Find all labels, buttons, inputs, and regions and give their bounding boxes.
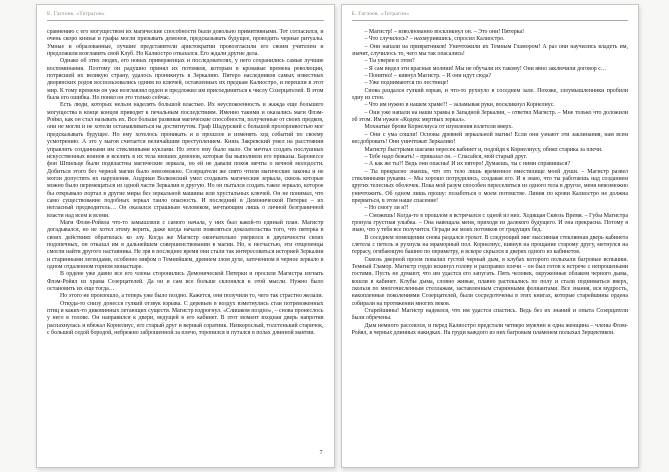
paragraph: Дым немного рассеялся, и перед Калиостро предстали четверо мужчин и одна женщина – члены Флэм-Ройял, в черных длинных накидках. На груди каждого из них багровым пламенем полыхал Зерцектикон. (351, 322, 628, 337)
paragraph: – Но смогу ли я?! (364, 205, 409, 212)
paragraph: – А как же ты?! Ведь они опасны! И их пятеро! Думаешь, ты с ними справишься? (364, 161, 571, 168)
paragraph: Старейшины! Магистр надеялся, что им удастся спастись. Ведь без их знаний и опыта Созерцатели были обречены. (351, 308, 628, 322)
book-page-left (36, 4, 335, 468)
paragraph: – Ты прекрасно знаешь, что это тело лишь временное вместилище моей души. – Магистр развел стеклянными руками. – Мы хорошо потрудились, создавая его. И я знаю, что ты работаешь над созданием других телесных оболочек. Пока мой разум способен переселяться из одного тела в другое, меня невозможно уничтожить. Об одном лишь прошу: позаботься о моем потомстве. Линия по крови Калиостро не должна прерваться, в этом наше спасение! (351, 168, 628, 204)
paragraph: – Я сам видел эти красные молнии! Мы не обучали их такому! Они явно заключили договор с… (364, 65, 607, 72)
paragraph: – Они напали на привратников! Уничтожили их Темным Гламором! А раз они научились владеть им, значит, случилось то, чего мы так опасались! (351, 43, 628, 58)
running-header: Е. Гаглоев. «Тетрагон» (352, 11, 629, 21)
paragraph: – Уже поднимаются по лестнице! (364, 80, 449, 87)
paragraph: Мохнатые брови Корнелиуса от изумления взлетели вверх. (364, 124, 513, 131)
page-text (352, 29, 629, 437)
paragraph: – Что им нужно в нашем храме?! – заламывая руки, воскликнул Корнелиус. (364, 102, 555, 109)
paragraph: – Они уже напали на наши храмы в Западной Зеркалии, – ответил Магистр. – Мне только что доложили об этом. Им нужен «Кодекс мертвых зеркал». (351, 109, 628, 124)
paragraph: Сквозь дверной проем повалил густой черный дым, в клубах которого полыхали багровые вспышки. Темный Гламор. Магистр гордо вскинул голову и расправил плечи – он был готов к встрече с непрошеными гостями. Пусть не думают, что им удастся его запугать. Пять человек, окруженные облаком черного дыма, вошли в кабинет. Клубы дыма, словно живые, плавно растекались по полу и стали подниматься вверх, скользя по многочисленным стеллажам, заставленным старинными фолиантами. Все знания, вся мудрость, накопленные поколениями Созерцателей, были сосредоточены в этих книгах, которые старейшины ордена собирали на протяжении многих веков. (351, 256, 628, 307)
paragraph: В ордене уже давно все его члены сторонились Демонической Пятерки и просили Магистра изгнать Флэм-Ройял из храма Созерцателей. Да он и сам все больше склонялся к этой мысли. Нужно было остановить их еще тогда… (47, 271, 324, 293)
paragraph: сравнению с его могуществом их магические способности были довольно примитивными. Тот согласился, и очень скоро князья и графы могли призывать демонов, предсказывать будущее, проводить черные ритуалы. Умные и образованные, лучшие представители аристократии провозгласили его своим учителем и предложили возглавить свой Клуб. Но Калиостро отказался. Его ждали другие дела. (47, 29, 324, 58)
paragraph: Однако об этих людях, его новых приверженцах и последователях, у него сохранились самые лучшие воспоминания. Поэтому он радушно принял их потомков, которым в кровавые времена революции, потрясшей их великую страну, удалось проникнуть в Зеркалию. Пятеро наследников самых известных дворянских родов воспользовались одним из ключей, оставленных их предкам Калиостро, и перешли в этот мир. К тому времени он уже возглавлял орден и предложил им присоединиться к числу Созерцателей. В этом была его ошибка. Но понял он это только сейчас. (47, 58, 324, 102)
paragraph: Откуда-то снизу донесся гулкий отзвук взрыва. С деревьев в воздух взметнулись стаи потревоженных птиц и каких-то диковинных летающих существ. Магистр вздрогнул. «Слишком поздно», – снова пронеслось у него в голове. Он направился к двери, ведущей в его кабинет. В этот момент входная дверь напротив распахнулась и вбежал Корнелиус, его старый друг и верный соратник. Низкорослый, толстенький старичок, с большой седой бородой, небрежно заброшенной за плечо, торопился и путался в полах длинной мантии. (47, 300, 324, 337)
paragraph: – Что случилось? – нахмурившись, спросил Калиостро. (364, 36, 505, 43)
running-header: Е. Гаглоев. «Тетрагон» (47, 11, 324, 21)
paragraph: – Понятно! – кивнул Магистр. – И они идут сюда? (364, 73, 492, 80)
book-page-right (341, 4, 640, 468)
paragraph: Маги Флэм-Ройяла что-то замышляли с самого начала, у них был какой-то единый план. Магистр догадывался, но не хотел этому верить, даже когда начали появляться доказательства того, что пятерка в своих действиях обратилась ко злу. Когда же Магистр окончательно уверился в двуличности своих подопечных, он отказал им в дальнейшем совершенствовании в магии. Но, к несчастью, эти отщепенцы смогли найти другого наставника. Не зря в последнее время они стали так интересоваться историей Зеркалии и старинными легендами, особенно мифом о Темнейшем, древнем злом духе, заточенном в черное зеркало в одном отдаленном горном монастыре. (47, 219, 324, 270)
page-number: 7 (319, 450, 323, 456)
paragraph: – Сможешь! Когда-то в прошлом я встречался с одной из них. Ходящая Сквозь Время. – Губы Магистра тронула грустная улыбка. – Она навещала меня, приходя из далекого будущего. И она прекрасна. Потому я знаю, что у тебя все получится. Огради же моих потомков от грядущих бед. (351, 212, 628, 234)
paragraph: – Они с ума сошли! Основы древней зеркальной магии! Если они узнают эти заклинания, нам всем несдобровать! Они уничтожат Зеркалию! (351, 131, 628, 146)
paragraph: Магистр быстрыми шагами пересек кабинет и, подойдя к Корнелиусу, обнял старика за плечи. (364, 146, 603, 153)
paragraph: – Ты уверен в этом? (364, 58, 415, 65)
paragraph: Снова раздался гулкий взрыв, и что-то рухнуло в соседнем зале. Похоже, злоумышленники пробили одну из стен. (351, 87, 628, 102)
paragraph: В соседнем помещении снова раздался грохот. В следующий миг массивная стеклянная дверь кабинета слетела с петель и рухнула на мраморный пол. Корнелиус, кивнув на прощание старому другу, метнулся на террасу, огибающую башню по периметру, и вскоре скрылся в дверях одного из кабинетов. (351, 234, 628, 256)
paragraph: Есть люди, которых нельзя наделять большой властью. Их неуспокоенность и жажда еще большего могущества в конце концов приводят к печальным последствиям. Именно такими и оказались маги Флэм-Ройял, как он стал называть их. Все больше развивая магические способности, полученные от своих предков, они не могли и не хотели останавливаться на достигнутом. Граф Шадурский с большой прозорливостью мог предсказывать будущее. Но ему хотелось проникать и в прошлое и изменять ход событий по своему усмотрению. А это у магов считается величайшим преступлением. Князь Закревский умел на расстоянии управлять созданными им стеклянными куклами. Но этого ему было мало. Он мечтал создать послушных искусственных воинов и вселять в их тела низших демонов, которые бы выполняли его приказы. Баронессе фон Шпильце были подвластны магические зеркала, но ей не давали покоя мечты о вечной молодости. Добиться этого без черной магии было невозможно. Созерцатели же свято чтили магические законы и не могли допустить их нарушения. Андриан Волконский умел создавать магические зеркала, сквозь которые можно было перемещаться из одной части Зеркалии в другую. Но он пытался создать такое зеркало, которое бы открывало портал в другие миры без зеркальной машины или хрустальных ключей. Он не понимал, что само существование подобных зеркал таило опасность. И последний в Демонической Пятерке – их негласный предводитель… Он оказался страшным человеком, мечтающим лишь о личной безграничной власти над всем и всеми. (47, 102, 324, 219)
paragraph: Но этого не произошло, а теперь уже было поздно. Кажется, они получили то, чего так страстно желали. (60, 293, 324, 300)
paragraph: – Магистр! – взволнованно воскликнул он. – Это они! Пятерка! (364, 29, 525, 35)
page-text (47, 29, 324, 437)
paragraph: – Тебе надо бежать! – приказал он. – Спасайся, мой старый друг. (364, 153, 527, 160)
